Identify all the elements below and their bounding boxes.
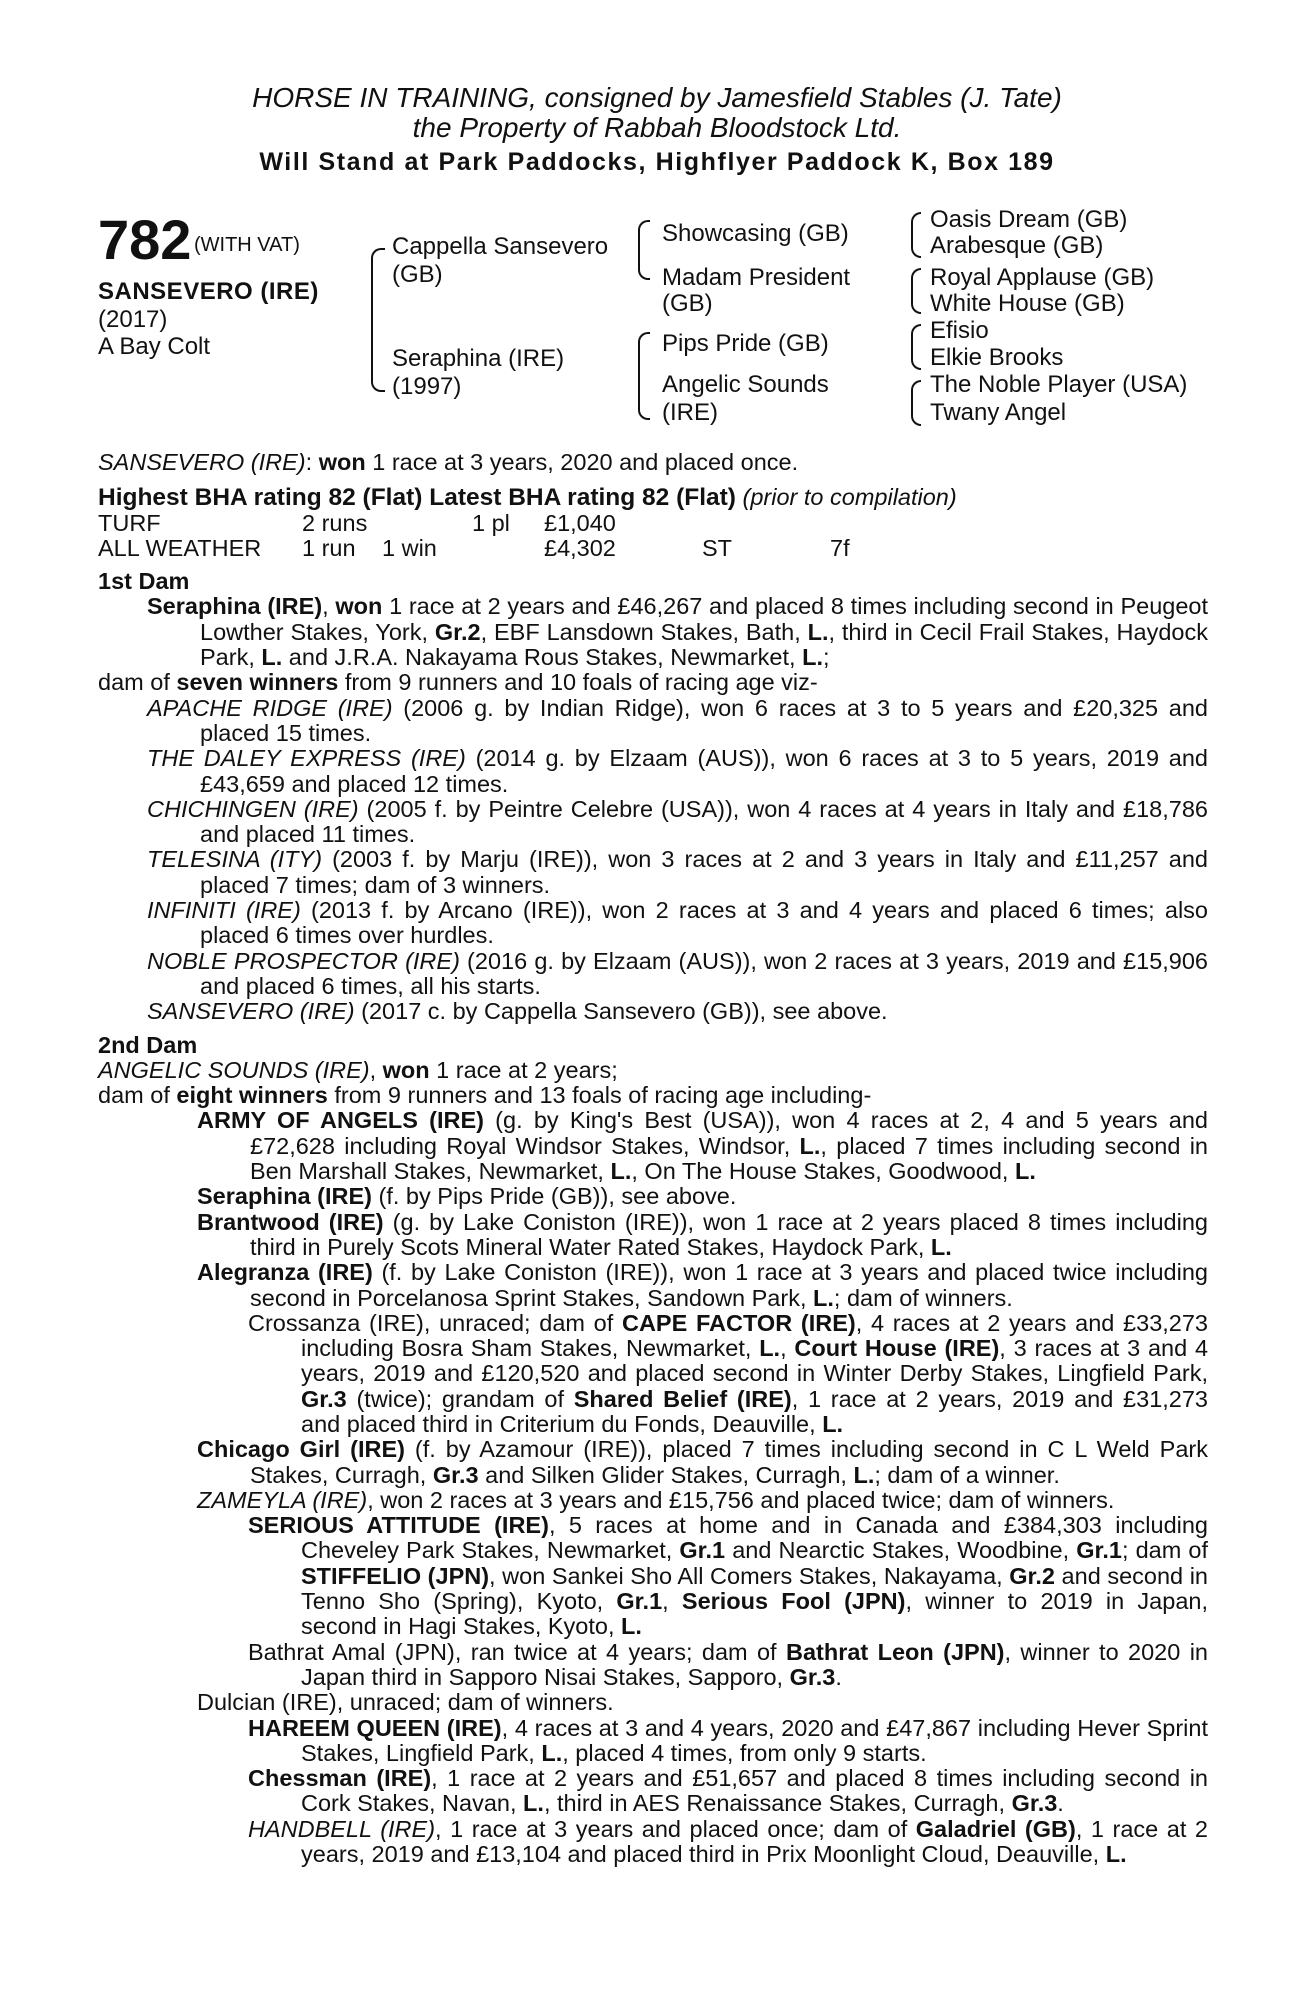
first-dam-heading: 1st Dam bbox=[98, 568, 190, 595]
dam-name: Seraphina (IRE) bbox=[392, 345, 565, 372]
sire-sire: Showcasing (GB) bbox=[662, 220, 849, 247]
dam-dam: Angelic Sounds bbox=[662, 371, 829, 398]
list-item: HANDBELL (IRE), 1 race at 3 years and placed once; dam of Galadriel (GB), 1 race at 2 years, 2019 and £13,104 and placed third in Prix Moonlight Cloud, Deauville, L. bbox=[248, 1815, 1208, 1868]
list-item: Chicago Girl (IRE) (f. by Azamour (IRE)), placed 7 times including second in C L Weld Park Stakes, Curragh, Gr.3 and Silken Glider Stakes, Curragh, L.; dam of a winner. bbox=[197, 1436, 1208, 1488]
list-item: Brantwood (IRE) (g. by Lake Coniston (IRE)), won 1 race at 2 years placed 8 times including third in Purely Scots Mineral Water Rated Stakes, Haydock Park, L. bbox=[197, 1208, 1208, 1260]
lot-number: 782 bbox=[98, 208, 192, 271]
list-item: THE DALEY EXPRESS (IRE) (2014 g. by Elzaam (AUS)), won 6 races at 3 to 5 years, 2019 and £43,659 and placed 12 times. bbox=[147, 745, 1208, 797]
list-item: HAREEM QUEEN (IRE), 4 races at 3 and 4 years, 2020 and £47,867 including Hever Sprint Stakes, Lingfield Park, L., placed 4 times, from only 9 starts. bbox=[248, 1714, 1208, 1766]
pedigree-brace-ds bbox=[911, 324, 921, 370]
horse-name: SANSEVERO (IRE) bbox=[98, 278, 319, 305]
list-item: ZAMEYLA (IRE), won 2 races at 3 years and £15,756 and placed twice; dam of winners. bbox=[197, 1486, 1115, 1513]
sire-name: Cappella Sansevero bbox=[392, 233, 609, 260]
dam-year: (1997) bbox=[392, 373, 462, 400]
list-item: SERIOUS ATTITUDE (IRE), 5 races at home and in Canada and £384,303 including Cheveley Park Stakes, Newmarket, Gr.1 and Nearctic Stakes, Woodbine, Gr.1; dam of STIFFELIO (JPN), won Sankei Sho All Comers Stakes, Nakayama, Gr.2 and second in Tenno Sho (Spring), Kyoto, Gr.1, Serious Fool (JPN), winner to 2019 in Japan, second in Hagi Stakes, Kyoto, L. bbox=[248, 1512, 1209, 1640]
list-item: NOBLE PROSPECTOR (IRE) (2016 g. by Elzaam (AUS)), won 2 races at 3 years, 2019 and £15,906 and placed 6 times, all his starts. bbox=[147, 947, 1208, 999]
pedigree-brace-ss bbox=[911, 212, 921, 258]
list-item: Alegranza (IRE) (f. by Lake Coniston (IRE)), won 1 race at 3 years and placed twice including second in Porcelanosa Sprint Stakes, Sandown Park, L.; dam of winners. bbox=[197, 1259, 1208, 1311]
pedigree-brace-sd bbox=[911, 268, 921, 314]
sire-name-country: (GB) bbox=[392, 261, 443, 288]
property-line: the Property of Rabbah Bloodstock Ltd. bbox=[412, 112, 902, 143]
horse-description: A Bay Colt bbox=[98, 333, 211, 360]
list-item: ARMY OF ANGELS (IRE) (g. by King's Best (USA)), won 4 races at 2, 4 and 5 years and £72,628 including Royal Windsor Stakes, Windsor, L., placed 7 times including second in Ben Marshall Stakes, Newmarket, L., On The House Stakes, Goodwood, L. bbox=[197, 1107, 1208, 1185]
catalogue-body bbox=[98, 450, 1208, 1867]
sd-sire: Royal Applause (GB) bbox=[930, 264, 1155, 291]
race-summary: SANSEVERO (IRE): won 1 race at 3 years, 2020 and placed once. bbox=[98, 449, 799, 475]
ss-sire: Oasis Dream (GB) bbox=[930, 206, 1128, 233]
list-item: Bathrat Amal (JPN), ran twice at 4 years; dam of Bathrat Leon (JPN), winner to 2020 in Japan third in Sapporo Nisai Stakes, Sapporo, Gr.3. bbox=[248, 1638, 1208, 1690]
pedigree-brace-main bbox=[371, 248, 385, 392]
dam-dam-country: (IRE) bbox=[662, 399, 718, 426]
horse-year: (2017) bbox=[98, 306, 168, 333]
sd-dam: White House (GB) bbox=[930, 290, 1125, 317]
list-item: CHICHINGEN (IRE) (2005 f. by Peintre Celebre (USA)), won 4 races at 4 years in Italy and £18,786 and placed 11 times. bbox=[147, 795, 1208, 848]
stabling-line: Will Stand at Park Paddocks, Highflyer Paddock K, Box 189 bbox=[259, 148, 1055, 176]
vat-note: (WITH VAT) bbox=[194, 234, 300, 256]
sire-dam-country: (GB) bbox=[662, 290, 713, 317]
ds-dam: Elkie Brooks bbox=[930, 344, 1064, 371]
pedigree-brace-dd bbox=[911, 380, 921, 426]
dam-sire: Pips Pride (GB) bbox=[662, 330, 829, 357]
consignor-line: HORSE IN TRAINING, consigned by Jamesfield Stables (J. Tate) bbox=[252, 82, 1062, 113]
pedigree-brace-sire bbox=[638, 220, 650, 280]
list-item: Dulcian (IRE), unraced; dam of winners. bbox=[197, 1689, 614, 1716]
table-row: TURF 2 runs 1 pl £1,040 bbox=[98, 509, 616, 536]
sire-dam: Madam President bbox=[662, 264, 851, 291]
first-dam-entry: Seraphina (IRE), won 1 race at 2 years and £46,267 and placed 8 times including second in Peugeot Lowther Stakes, York, Gr.2, EBF Lansdown Stakes, Bath, L., third in Cecil Frail Stakes, Haydock Park, L. and J.R.A. Nakayama Rous Stakes, Newmarket, L.; bbox=[147, 593, 1209, 671]
list-item: Seraphina (IRE) (f. by Pips Pride (GB)), see above. bbox=[197, 1183, 737, 1210]
bha-rating: Highest BHA rating 82 (Flat) Latest BHA rating 82 (Flat) (prior to compilation) bbox=[98, 484, 957, 512]
list-item: Crossanza (IRE), unraced; dam of CAPE FACTOR (IRE), 4 races at 2 years and £33,273 including Bosra Sham Stakes, Newmarket, L., Court House (IRE), 3 races at 3 and 4 years, 2019 and £120,520 and placed second in Winter Derby Stakes, Lingfield Park, Gr.3 (twice); grandam of Shared Belief (IRE), 1 race at 2 years, 2019 and £31,273 and placed third in Criterium du Fonds, Deauville, L. bbox=[248, 1309, 1209, 1437]
table-row: ALL WEATHER 1 run 1 win £4,302 ST 7f bbox=[98, 534, 850, 561]
racing-record-table bbox=[98, 511, 850, 562]
list-item: Chessman (IRE), 1 race at 2 years and £51,657 and placed 8 times including second in Cork Stakes, Navan, L., third in AES Renaissance Stakes, Curragh, Gr.3. bbox=[248, 1765, 1208, 1817]
dd-dam: Twany Angel bbox=[930, 399, 1067, 426]
list-item: APACHE RIDGE (IRE) (2006 g. by Indian Ridge), won 6 races at 3 to 5 years and £20,325 and placed 15 times. bbox=[147, 694, 1208, 746]
list-item: TELESINA (ITY) (2003 f. by Marju (IRE)), won 3 races at 2 and 3 years in Italy and £11,257 and placed 7 times; dam of 3 winners. bbox=[147, 846, 1208, 898]
pedigree-brace-dam bbox=[638, 332, 650, 420]
second-dam-heading: 2nd Dam bbox=[98, 1031, 198, 1058]
first-dam-produce-summary: dam of seven winners from 9 runners and 10 foals of racing age viz- bbox=[98, 669, 818, 696]
dd-sire: The Noble Player (USA) bbox=[930, 371, 1188, 398]
list-item: SANSEVERO (IRE) (2017 c. by Cappella Sansevero (GB)), see above. bbox=[147, 998, 888, 1025]
list-item: INFINITI (IRE) (2013 f. by Arcano (IRE)), won 2 races at 3 and 4 years and placed 6 times; also placed 6 times over hurdles. bbox=[147, 897, 1209, 949]
ds-sire: Efisio bbox=[930, 317, 989, 344]
second-dam-entry: ANGELIC SOUNDS (IRE), won 1 race at 2 years; bbox=[98, 1056, 618, 1083]
second-dam-produce-summary: dam of eight winners from 9 runners and 13 foals of racing age including- bbox=[98, 1082, 872, 1109]
ss-dam: Arabesque (GB) bbox=[930, 232, 1104, 259]
